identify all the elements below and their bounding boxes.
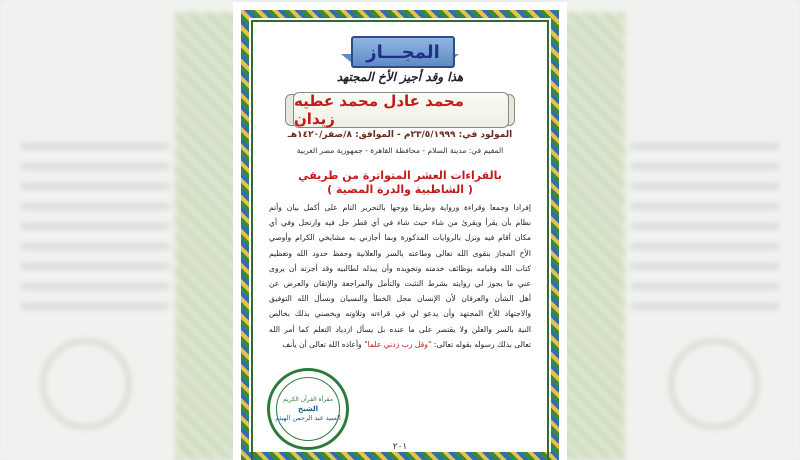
ghost-seal bbox=[40, 338, 132, 430]
background-page-right bbox=[555, 0, 800, 460]
qiraat-paths: ( الشاطبية والدرة المضية ) bbox=[327, 183, 473, 196]
body-line: النية بالسر والعلن ولا يقتصر على ما عنده بل يسأل ازدياد التعلم كما أمر الله bbox=[269, 324, 531, 334]
body-line: أهل الشأن والعرفان لأن الإنسان محل الخطأ والنسيان ونسأل الله التوفيق bbox=[269, 294, 531, 304]
body-line: إفرادا وجمعا وقراءة ورواية وطريقا ووجها بالتحرير التام على أكمل بيان وأتم bbox=[269, 203, 531, 212]
body-line: مكان أقام فيه ونزل بالروايات المذكورة وبما أجازني به مشايخي الكرام وأوصي bbox=[269, 233, 531, 243]
body-line: الأخ المجاز بتقوى الله تعالى وطاعته بالسر والعلانية وحفظ حدود الله وتعظيم bbox=[269, 248, 531, 258]
ghost-seal bbox=[668, 338, 760, 430]
body-last-suffix: وأعاذه الله تعالى أن يأنف bbox=[282, 339, 365, 349]
residence-line: المقيم في: مدينة السلام - محافظة القاهرة - جمهورية مصر العربية bbox=[296, 146, 504, 155]
certificate-body-text bbox=[269, 200, 531, 352]
body-line: كتاب الله وقيامه بوظائف خدمته وتجويده وأن يبذله لطالبيه وقد أجزته أن يروى bbox=[269, 263, 531, 273]
seal-top-text: مقرأة القرآن الكريم bbox=[283, 396, 333, 403]
quran-quote: "وقل رب زدني علما" bbox=[364, 339, 432, 349]
body-last-prefix: تعالى بذلك رسوله بقوله تعالى: bbox=[431, 339, 531, 349]
certificate-title-banner: المجـــاز bbox=[351, 36, 455, 68]
body-line: نظام بأن يقرأ ويقرئ من شاء حيث شاء في أي قطر حل فيه وارتحل وفي أي bbox=[269, 218, 531, 228]
background-page-left bbox=[0, 0, 245, 460]
qiraat-heading: بالقراءات العشر المتواترة من طريقي bbox=[298, 169, 502, 182]
ghost-text-lines bbox=[20, 130, 170, 323]
certificate-subtitle: هذا وقد أجيز الأخ المجتهد bbox=[336, 70, 464, 84]
ghost-text-lines bbox=[630, 130, 780, 323]
official-seal bbox=[267, 368, 349, 450]
page-number: ٢٠١ bbox=[392, 442, 408, 452]
body-line: والاجتهاد للأخ المجتهد وأن يدعو لي في قراءته وتلاوته ويخصني بذلك بخالص bbox=[269, 309, 531, 319]
body-line: عني ما يجوز لي روايته بشرط التثبت والتأمل والمراجعة والإتقان والعرض عن bbox=[269, 279, 531, 289]
birth-date-line: المولود في: ٢٣/٥/١٩٩٩م - الموافق: ٨/صفر/١٤٢٠هـ bbox=[287, 130, 513, 140]
certificate-page bbox=[233, 2, 567, 460]
seal-title: الشيخ bbox=[297, 405, 319, 413]
recipient-name: محمد عادل محمد عطيه زيدان bbox=[293, 92, 509, 128]
body-line-last bbox=[269, 337, 531, 352]
seal-name: السيد عبد الرحمن الهيثم bbox=[275, 414, 341, 422]
